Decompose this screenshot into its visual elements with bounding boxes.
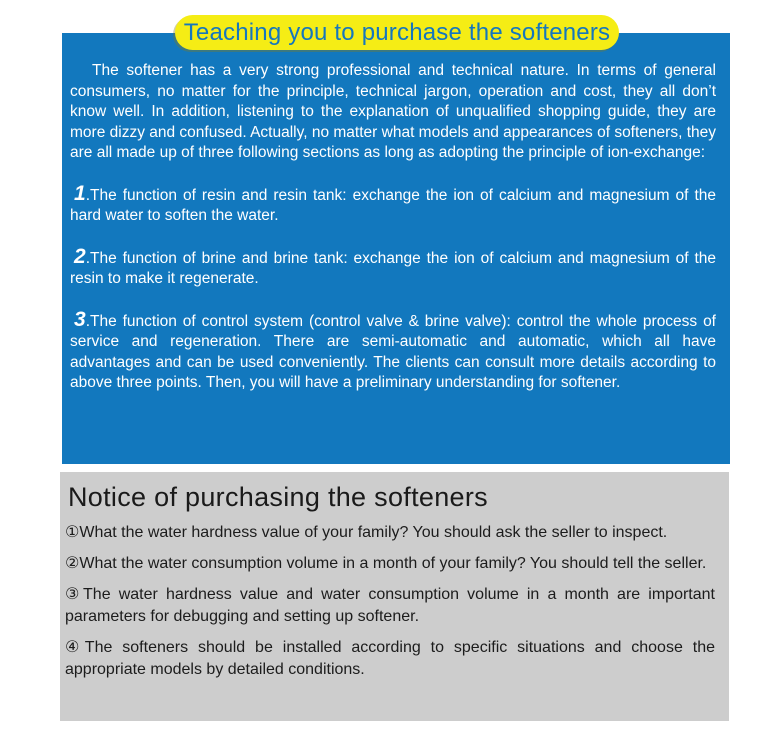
point-1-text: .The function of resin and resin tank: exchange the ion of calcium and magnesium of the hard water to soften the water.: [70, 186, 716, 224]
notice-item-1: ①What the water hardness value of your family? You should ask the seller to inspect.: [65, 524, 668, 541]
point-3-text: .The function of control system (control valve & brine valve): control the whole process of service and regeneration. There are semi-automatic and automatic, which all have advantages and can be used conveniently. The clients can consult more details according to above three points. Then, you will have a preliminary understanding for softener.: [70, 312, 716, 391]
point-3: [70, 307, 716, 394]
notice-item-3: ③The water hardness value and water consumption volume in a month are important parameters for debugging and setting up softener.: [65, 586, 715, 625]
point-1: [70, 181, 716, 227]
point-2: [70, 244, 716, 290]
point-1-number: 1: [74, 181, 86, 205]
point-2-text: .The function of brine and brine tank: exchange the ion of calcium and magnesium of the resin to make it regenerate.: [70, 249, 716, 287]
notice-item-4: ④The softeners should be installed according to specific situations and choose the appropriate models by detailed conditions.: [65, 639, 715, 678]
header-banner: [175, 15, 619, 50]
notice-title: Notice of purchasing the softeners: [68, 482, 488, 512]
point-3-number: 3: [74, 307, 86, 331]
notice-item-2: ②What the water consumption volume in a month of your family? You should tell the seller.: [65, 555, 707, 572]
intro-panel: [62, 33, 730, 464]
intro-paragraph: The softener has a very strong professional and technical nature. In terms of general consumers, no matter for the principle, technical jargon, operation and cost, they all don’t know well. In addition, listening to the explanation of unqualified shopping guide, they are more dizzy and confused. Actually, no matter what models and appearances of softeners, they are all made up of three following sections as long as adopting the principle of ion-exchange:: [70, 62, 716, 161]
point-2-number: 2: [74, 244, 86, 268]
notice-panel: [60, 472, 729, 721]
banner-title: Teaching you to purchase the softeners: [183, 18, 611, 46]
